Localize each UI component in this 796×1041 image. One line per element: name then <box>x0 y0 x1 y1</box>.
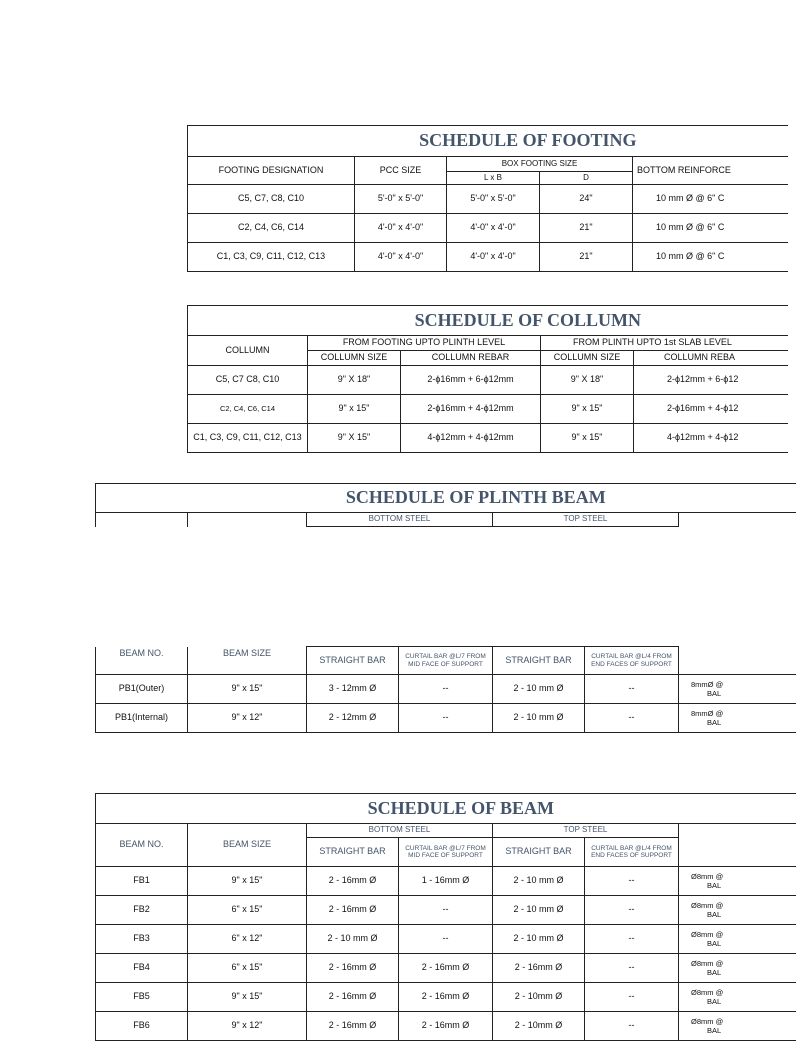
box-lxb: 4'-0" x 4'-0" <box>447 243 540 272</box>
top-curtail-bar: -- <box>585 704 679 733</box>
stirrups <box>679 896 796 925</box>
bottom-straight-bar: 3 - 12mm Ø <box>307 675 399 704</box>
collumn-rebar: 2-ϕ16mm + 4-ϕ12mm <box>401 395 541 424</box>
table-row <box>96 867 796 896</box>
top-straight-bar: 2 - 10 mm Ø <box>493 925 585 954</box>
beam-no: PB1(Internal) <box>96 704 188 733</box>
table-row <box>96 896 796 925</box>
bottom-straight-bar: 2 - 16mm Ø <box>307 954 399 983</box>
beam-size: 6" x 12" <box>188 925 307 954</box>
footing-designation-header: FOOTING DESIGNATION <box>188 157 355 185</box>
bottom-reinforcement: 10 mm Ø @ 6" C <box>633 214 788 243</box>
bottom-curtail-bar: 1 - 16mm Ø <box>399 867 493 896</box>
top-straight-bar: 2 - 10 mm Ø <box>493 675 585 704</box>
stirrup-balance: BAL <box>707 1026 722 1035</box>
plinth-curtail-bottom-header: CURTAIL BAR @L/7 FROM MID FACE OF SUPPORT <box>399 647 493 675</box>
table-row <box>96 1012 796 1041</box>
stirrup-spec: Ø8mm @ <box>691 959 724 968</box>
footing-designation: C5, C7, C8, C10 <box>188 185 355 214</box>
beam-no: FB2 <box>96 896 188 925</box>
collumn-size-2: 9" X 18" <box>541 366 634 395</box>
depth-header: D <box>540 172 633 185</box>
top-curtail-bar: -- <box>585 867 679 896</box>
plinth-to-slab-header: FROM PLINTH UPTO 1st SLAB LEVEL <box>541 336 788 351</box>
bottom-straight-bar: 2 - 16mm Ø <box>307 896 399 925</box>
bottom-straight-bar: 2 - 16mm Ø <box>307 1012 399 1041</box>
lxb-header: L x B <box>447 172 540 185</box>
pcc-size-header: PCC SIZE <box>355 157 447 185</box>
table-row <box>96 675 796 704</box>
stirrup-balance: BAL <box>707 881 722 890</box>
collumn-size: 9" X 15" <box>308 424 401 453</box>
top-curtail-bar: -- <box>585 896 679 925</box>
top-curtail-bar: -- <box>585 983 679 1012</box>
bottom-straight-bar: 2 - 16mm Ø <box>307 983 399 1012</box>
stirrup-spec: Ø8mm @ <box>691 1017 724 1026</box>
plinth-straight-bar-top-header: STRAIGHT BAR <box>493 647 585 675</box>
plinth-beam-size-header: BEAM SIZE <box>188 647 307 675</box>
beam-size: 9" x 15" <box>188 983 307 1012</box>
beam-no-header: BEAM NO. <box>96 824 188 867</box>
top-straight-bar: 2 - 10mm Ø <box>493 1012 585 1041</box>
plinth-straight-bar-header: STRAIGHT BAR <box>307 647 399 675</box>
table-row <box>188 395 788 424</box>
top-straight-bar: 2 - 16mm Ø <box>493 954 585 983</box>
bottom-curtail-bar: -- <box>399 896 493 925</box>
stirrups <box>679 983 796 1012</box>
beam-size: 9" x 15" <box>188 867 307 896</box>
beam-no: FB4 <box>96 954 188 983</box>
pcc-size: 4'-0" x 4'-0" <box>355 214 447 243</box>
pcc-size: 5'-0" x 5'-0" <box>355 185 447 214</box>
table-row <box>96 954 796 983</box>
bottom-straight-bar: 2 - 12mm Ø <box>307 704 399 733</box>
stirrup-balance: BAL <box>707 910 722 919</box>
bottom-reinforcement: 10 mm Ø @ 6" C <box>633 185 788 214</box>
top-straight-bar: 2 - 10mm Ø <box>493 983 585 1012</box>
top-curtail-bar: -- <box>585 954 679 983</box>
plinth-bottom-steel-header: BOTTOM STEEL <box>307 513 493 527</box>
bottom-reinforcement: 10 mm Ø @ 6" C <box>633 243 788 272</box>
beam-no: FB3 <box>96 925 188 954</box>
collumn-header: COLLUMN <box>188 336 308 366</box>
top-straight-bar: 2 - 10 mm Ø <box>493 867 585 896</box>
top-steel-header: TOP STEEL <box>493 824 679 838</box>
collumn-rebar-header-2: COLLUMN REBA <box>634 351 788 366</box>
stirrups <box>679 867 796 896</box>
table-row <box>188 424 788 453</box>
collumn-size-header-2: COLLUMN SIZE <box>541 351 634 366</box>
beam-size: 6" x 15" <box>188 896 307 925</box>
top-curtail-bar: -- <box>585 675 679 704</box>
table-row <box>96 704 796 733</box>
plinth-top-steel-header: TOP STEEL <box>493 513 679 527</box>
bottom-curtail-bar: 2 - 16mm Ø <box>399 954 493 983</box>
plinth-beam-table <box>95 646 796 733</box>
box-footing-size-header: BOX FOOTING SIZE <box>447 157 633 172</box>
collumn-size-2: 9" x 15" <box>541 424 634 453</box>
beam-no: FB6 <box>96 1012 188 1041</box>
top-straight-bar: 2 - 10 mm Ø <box>493 896 585 925</box>
stirrup-spec: Ø8mm @ <box>691 930 724 939</box>
plinth-beam-title: SCHEDULE OF PLINTH BEAM <box>96 484 796 513</box>
collumn-size: 9" x 15" <box>308 395 401 424</box>
beam-size-header: BEAM SIZE <box>188 824 307 867</box>
pcc-size: 4'-0" x 4'-0" <box>355 243 447 272</box>
box-depth: 21" <box>540 243 633 272</box>
column-schedule-table <box>187 305 788 453</box>
stirrup-balance: BAL <box>707 718 722 727</box>
stirrups <box>679 925 796 954</box>
bottom-curtail-bar: -- <box>399 675 493 704</box>
straight-bar-header: STRAIGHT BAR <box>307 838 399 867</box>
stirrup-spec: 8mmØ @ <box>691 709 724 718</box>
collumn-rebar-2: 4-ϕ12mm + 4-ϕ12 <box>634 424 788 453</box>
beam-size: 6" x 15" <box>188 954 307 983</box>
stirrup-balance: BAL <box>707 939 722 948</box>
box-depth: 21" <box>540 214 633 243</box>
stirrups <box>679 1012 796 1041</box>
bottom-steel-header: BOTTOM STEEL <box>307 824 493 838</box>
collumn-id: C5, C7 C8, C10 <box>188 366 308 395</box>
beam-no: FB5 <box>96 983 188 1012</box>
table-row <box>188 366 788 395</box>
bottom-straight-bar: 2 - 16mm Ø <box>307 867 399 896</box>
footing-to-plinth-header: FROM FOOTING UPTO PLINTH LEVEL <box>308 336 541 351</box>
collumn-rebar-2: 2-ϕ16mm + 4-ϕ12 <box>634 395 788 424</box>
curtail-top-header: CURTAIL BAR @L/4 FROM END FACES OF SUPPORT <box>585 838 679 867</box>
stirrups <box>679 704 796 733</box>
table-row <box>96 983 796 1012</box>
collumn-rebar-header: COLLUMN REBAR <box>401 351 541 366</box>
top-straight-bar: 2 - 10 mm Ø <box>493 704 585 733</box>
bottom-reinforcement-header: BOTTOM REINFORCE <box>633 157 788 185</box>
collumn-size: 9" X 18" <box>308 366 401 395</box>
stirrup-spec: Ø8mm @ <box>691 988 724 997</box>
collumn-id: C2, C4, C6, C14 <box>188 395 308 424</box>
beam-size: 9" x 12" <box>188 1012 307 1041</box>
collumn-rebar-2: 2-ϕ12mm + 6-ϕ12 <box>634 366 788 395</box>
bottom-curtail-bar: -- <box>399 704 493 733</box>
table-row <box>96 925 796 954</box>
collumn-rebar: 4-ϕ12mm + 4-ϕ12mm <box>401 424 541 453</box>
collumn-size-header: COLLUMN SIZE <box>308 351 401 366</box>
beam-no: FB1 <box>96 867 188 896</box>
collumn-id: C1, C3, C9, C11, C12, C13 <box>188 424 308 453</box>
table-row <box>188 243 788 272</box>
curtail-bottom-header: CURTAIL BAR @L/7 FROM MID FACE OF SUPPORT <box>399 838 493 867</box>
table-row <box>188 185 788 214</box>
stirrup-spec: Ø8mm @ <box>691 901 724 910</box>
box-lxb: 5'-0" x 5'-0" <box>447 185 540 214</box>
top-curtail-bar: -- <box>585 1012 679 1041</box>
stirrup-spec: Ø8mm @ <box>691 872 724 881</box>
stirrup-spec: 8mmØ @ <box>691 680 724 689</box>
stirrup-balance: BAL <box>707 968 722 977</box>
beam-size: 9" x 15" <box>188 675 307 704</box>
stirrups <box>679 675 796 704</box>
stirrup-balance: BAL <box>707 689 722 698</box>
footing-schedule-table <box>187 125 788 272</box>
stirrups <box>679 954 796 983</box>
bottom-curtail-bar: 2 - 16mm Ø <box>399 1012 493 1041</box>
table-row <box>188 214 788 243</box>
beam-schedule-table <box>95 793 796 1041</box>
column-title: SCHEDULE OF COLLUMN <box>188 306 788 336</box>
box-lxb: 4'-0" x 4'-0" <box>447 214 540 243</box>
collumn-rebar: 2-ϕ16mm + 6-ϕ12mm <box>401 366 541 395</box>
bottom-straight-bar: 2 - 10 mm Ø <box>307 925 399 954</box>
bottom-curtail-bar: 2 - 16mm Ø <box>399 983 493 1012</box>
straight-bar-top-header: STRAIGHT BAR <box>493 838 585 867</box>
box-depth: 24" <box>540 185 633 214</box>
footing-title: SCHEDULE OF FOOTING <box>188 126 788 157</box>
beam-no: PB1(Outer) <box>96 675 188 704</box>
plinth-beam-no-header: BEAM NO. <box>96 647 188 675</box>
footing-designation: C2, C4, C6, C14 <box>188 214 355 243</box>
stirrup-balance: BAL <box>707 997 722 1006</box>
plinth-curtail-top-header: CURTAIL BAR @L/4 FROM END FACES OF SUPPORT <box>585 647 679 675</box>
top-curtail-bar: -- <box>585 925 679 954</box>
beam-title: SCHEDULE OF BEAM <box>96 794 796 824</box>
plinth-beam-header-table <box>95 483 796 527</box>
footing-designation: C1, C3, C9, C11, C12, C13 <box>188 243 355 272</box>
bottom-curtail-bar: -- <box>399 925 493 954</box>
beam-size: 9" x 12" <box>188 704 307 733</box>
collumn-size-2: 9" x 15" <box>541 395 634 424</box>
